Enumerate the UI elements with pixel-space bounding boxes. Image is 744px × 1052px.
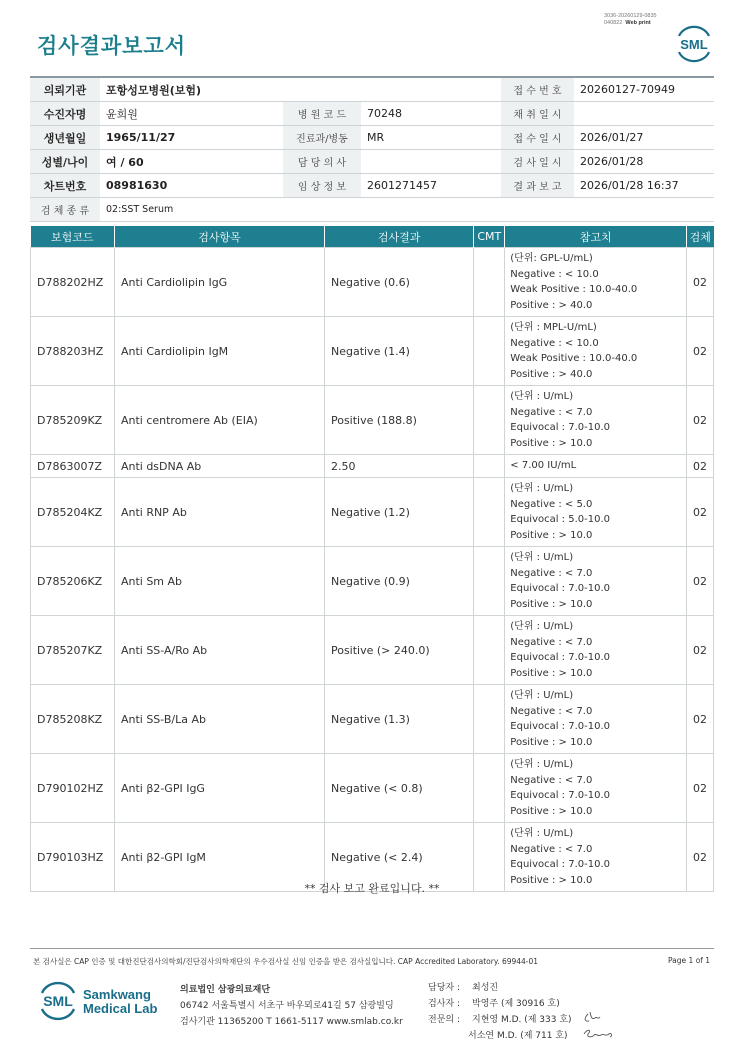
reference-line: Negative : < 7.0 [510,636,593,648]
reference-line: Negative : < 10.0 [510,268,599,280]
specimen-code: 02 [687,248,714,317]
page-number: Page 1 of 1 [668,956,711,965]
table-row [31,478,714,547]
report-date-label: 결 과 보 고 [501,174,574,198]
test-result: Negative (1.3) [324,685,473,754]
reference-range [505,248,687,317]
reference-line: Equivocal : 7.0-10.0 [510,721,611,732]
col-header-item: 검사항목 [114,226,324,248]
signature-image [580,1008,620,1044]
test-result: Negative (< 0.8) [324,754,473,823]
completion-note: ** 검사 보고 완료입니다. ** [304,882,440,895]
test-result: Positive (> 240.0) [324,616,473,685]
reference-line: (단위 : U/mL) [510,483,574,494]
specialist-1: 지현영 M.D. (제 333 호) [472,1015,572,1025]
patient-name-label: 수진자명 [30,102,100,126]
patient-info-table [30,76,714,222]
test-item: Anti Sm Ab [114,547,324,616]
comment [474,455,505,478]
specimen-code: 02 [687,685,714,754]
table-row [31,455,714,478]
samkwang-logo [36,980,80,1022]
manager-name: 최성진 [472,983,499,993]
footer-divider [30,948,714,949]
test-item: Anti SS-A/Ro Ab [114,616,324,685]
insurance-code: D790103HZ [31,823,115,892]
reference-line: Positive : > 10.0 [510,598,593,610]
insurance-code: D788203HZ [31,317,115,386]
reference-line: (단위 : U/mL) [510,621,574,632]
comment [474,317,505,386]
reference-line: (단위 : U/mL) [510,552,574,563]
reference-range [505,478,687,547]
organization-info [180,982,403,1030]
web-print-label: Web print [625,20,651,26]
page-title: 검사결과보고서 [37,34,187,58]
reference-line: < 7.00 IU/mL [510,460,577,472]
manager-label: 담당자 : [428,983,460,993]
reference-line: Negative : < 7.0 [510,406,593,418]
reference-line: Weak Positive : 10.0-40.0 [510,353,638,364]
table-row [31,386,714,455]
test-result: Negative (1.4) [324,317,473,386]
specimen-code: 02 [687,616,714,685]
doctor-label: 담 당 의 사 [283,150,361,174]
table-row [31,616,714,685]
document-id-code: 040822 [604,20,623,26]
receipt-no-label: 접 수 번 호 [501,77,574,102]
reference-line: (단위 : MPL-U/mL) [510,322,597,333]
results-table [30,226,714,892]
insurance-code: D788202HZ [31,248,115,317]
reference-line: Equivocal : 7.0-10.0 [510,652,611,663]
comment [474,478,505,547]
comment [474,386,505,455]
dept: MR [361,126,501,150]
test-item: Anti SS-B/La Ab [114,685,324,754]
specialist-label: 전문의 : [428,1015,460,1025]
test-result: Negative (< 2.4) [324,823,473,892]
dept-label: 진료과/병동 [283,126,361,150]
col-header-ref: 참고치 [505,226,687,248]
insurance-code: D785208KZ [31,685,115,754]
reference-line: Equivocal : 7.0-10.0 [510,583,611,594]
staff-info [428,980,572,1044]
org-name: 의료법인 삼광의료재단 [180,985,271,995]
document-id [604,13,657,27]
comment [474,547,505,616]
collect-date [574,102,714,126]
specimen-code: 02 [687,754,714,823]
reference-line: Equivocal : 7.0-10.0 [510,422,611,433]
svg-text:SML: SML [680,37,708,52]
sml-logo [673,24,715,64]
reference-line: Equivocal : 5.0-10.0 [510,514,611,525]
org-contact: 검사기관 11365200 T 1661-5117 www.smlab.co.kr [180,1017,403,1027]
reference-range [505,455,687,478]
patient-name: 윤희원 [100,102,283,126]
test-item: Anti Cardiolipin IgM [114,317,324,386]
reference-range [505,685,687,754]
table-row [31,248,714,317]
hospital-code: 70248 [361,102,501,126]
table-row [31,547,714,616]
collect-date-label: 채 취 일 시 [501,102,574,126]
reference-line: Positive : > 10.0 [510,667,593,679]
reference-line: Negative : < 7.0 [510,567,593,579]
test-date: 2026/01/28 [574,150,714,174]
specimen-code: 02 [687,386,714,455]
reference-range [505,547,687,616]
logo-text-line2: Medical Lab [83,1001,158,1016]
receipt-date-label: 접 수 일 시 [501,126,574,150]
accreditation-notice: 본 검사실은 CAP 인증 및 대한진단검사의학회/진단검사의학재단의 우수검사실 신임 인증을 받은 검사실입니다. CAP Accredited Laboratory. 69944-01 [33,957,539,966]
test-result: Positive (188.8) [324,386,473,455]
reference-line: Negative : < 10.0 [510,337,599,349]
specialist-2: 서소연 M.D. (제 711 호) [468,1031,568,1041]
samkwang-logo-text [83,988,157,1016]
specimen-label: 검 체 종 류 [30,198,100,222]
hospital-code-label: 병 원 코 드 [283,102,361,126]
birth-date: 1965/11/27 [100,126,283,150]
svg-text:SML: SML [43,993,73,1009]
reference-line: Negative : < 7.0 [510,843,593,855]
reference-range [505,754,687,823]
test-result: 2.50 [324,455,473,478]
comment [474,685,505,754]
test-result: Negative (0.6) [324,248,473,317]
reference-line: (단위 : U/mL) [510,828,574,839]
test-item: Anti RNP Ab [114,478,324,547]
receipt-no: 20260127-70949 [574,77,714,102]
test-item: Anti β2-GPI IgM [114,823,324,892]
col-header-cmt: CMT [474,226,505,248]
reference-line: Positive : > 40.0 [510,368,593,380]
reference-line: Weak Positive : 10.0-40.0 [510,284,638,295]
birth-label: 생년월일 [30,126,100,150]
doctor [361,150,501,174]
chart-no-label: 차트번호 [30,174,100,198]
document-id-line1: 3036-20260129-0835 [604,13,657,19]
reference-line: Positive : > 40.0 [510,299,593,311]
test-item: Anti dsDNA Ab [114,455,324,478]
col-header-specimen: 검체 [687,226,714,248]
table-row [31,754,714,823]
reference-line: Equivocal : 7.0-10.0 [510,790,611,801]
insurance-code: D7863007Z [31,455,115,478]
reference-line: (단위 : U/mL) [510,391,574,402]
clinical-label: 임 상 정 보 [283,174,361,198]
comment [474,248,505,317]
test-result: Negative (1.2) [324,478,473,547]
specimen-code: 02 [687,478,714,547]
request-org: 포항성모병원(보험) [100,77,501,102]
reference-range [505,386,687,455]
comment [474,616,505,685]
reference-line: Negative : < 7.0 [510,705,593,717]
chart-no: 08981630 [100,174,283,198]
reference-range [505,317,687,386]
reference-line: Positive : > 10.0 [510,736,593,748]
col-header-result: 검사결과 [324,226,473,248]
reference-line: (단위 : U/mL) [510,690,574,701]
tester-label: 검사자 : [428,999,460,1009]
insurance-code: D785204KZ [31,478,115,547]
sex-age: 여 / 60 [100,150,283,174]
insurance-code: D785206KZ [31,547,115,616]
insurance-code: D790102HZ [31,754,115,823]
specimen-code: 02 [687,317,714,386]
tester-name: 박영주 (제 30916 호) [472,999,560,1009]
reference-range [505,616,687,685]
reference-line: Negative : < 5.0 [510,498,593,510]
sex-age-label: 성별/나이 [30,150,100,174]
test-item: Anti centromere Ab (EIA) [114,386,324,455]
reference-line: Equivocal : 7.0-10.0 [510,859,611,870]
request-org-label: 의뢰기관 [30,77,100,102]
insurance-code: D785207KZ [31,616,115,685]
table-row [31,317,714,386]
reference-line: (단위 : U/mL) [510,759,574,770]
comment [474,754,505,823]
specimen-code: 02 [687,823,714,892]
logo-text-line1: Samkwang [83,987,151,1002]
reference-line: Negative : < 7.0 [510,774,593,786]
specimen: 02:SST Serum [100,198,714,222]
reference-line: (단위: GPL-U/mL) [510,253,593,264]
specimen-code: 02 [687,455,714,478]
reference-line: Positive : > 10.0 [510,437,593,449]
receipt-date: 2026/01/27 [574,126,714,150]
test-date-label: 검 사 일 시 [501,150,574,174]
col-header-code: 보험코드 [31,226,115,248]
test-item: Anti β2-GPI IgG [114,754,324,823]
reference-line: Positive : > 10.0 [510,529,593,541]
org-address: 06742 서울특별시 서초구 바우뫼로41길 57 삼광빌딩 [180,1001,394,1011]
insurance-code: D785209KZ [31,386,115,455]
reference-line: Positive : > 10.0 [510,874,593,886]
clinical-info: 2601271457 [361,174,501,198]
test-item: Anti Cardiolipin IgG [114,248,324,317]
test-result: Negative (0.9) [324,547,473,616]
specimen-code: 02 [687,547,714,616]
table-row [31,685,714,754]
report-date: 2026/01/28 16:37 [574,174,714,198]
reference-line: Positive : > 10.0 [510,805,593,817]
